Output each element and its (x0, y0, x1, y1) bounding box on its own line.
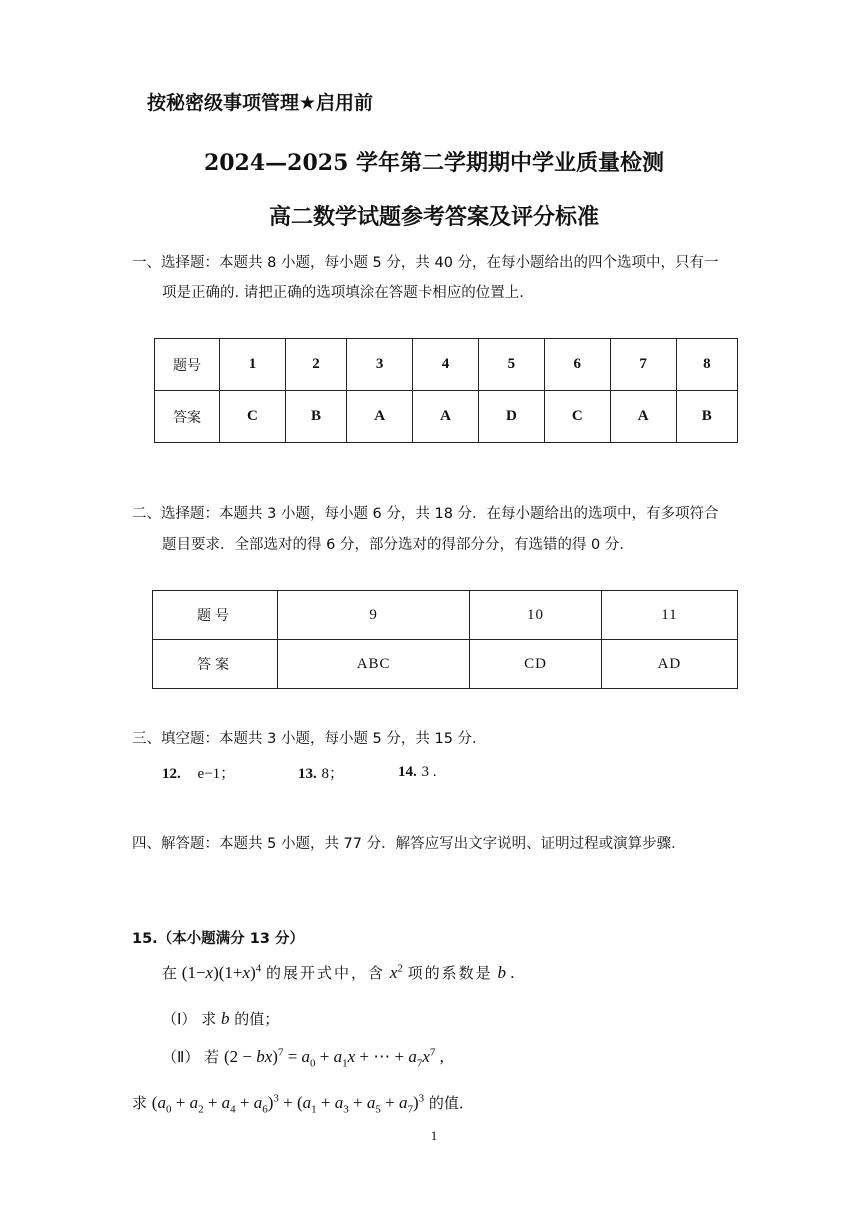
row-label: 答案 (155, 391, 220, 443)
variable-b: b (497, 963, 506, 982)
document-subtitle: 高二数学试题参考答案及评分标准 (268, 204, 599, 230)
table-row (153, 640, 738, 689)
ask-text: 的值． (428, 1094, 474, 1112)
answer-text: 8； (321, 766, 345, 782)
document-title: 2024—2025 学年第二学期期中学业质量检测 (203, 150, 665, 176)
answer-cell: D (478, 391, 544, 443)
answer-cell: A (610, 391, 676, 443)
question-number: 3 (347, 339, 413, 391)
answer-cell: C (544, 391, 610, 443)
question-15-stem: 在 $(1-x)(1+x)^4$ 的展开式中，含 $x^2$ 项的系数是 b . (162, 962, 515, 982)
part-label: （Ⅱ） (162, 1048, 200, 1066)
section2-instructions: 二、选择题：本题共 3 小题，每小题 6 分，共 18 分．在每小题给出的选项中，有多项符合 (132, 506, 719, 522)
part-text: 若 (204, 1048, 220, 1066)
fill-answer-12 (162, 762, 235, 783)
formula: $x^2$ (389, 962, 403, 982)
section1-instructions-cont: 项是正确的. 请把正确的选项填涂在答题卡相应的位置上. (162, 285, 524, 301)
question-number: 9 (278, 591, 470, 640)
answer-cell: CD (470, 640, 602, 689)
part-text: 的值； (234, 1010, 280, 1028)
question-number: 4 (413, 339, 479, 391)
formula: $(a_0 + a_2 + a_4 + a_6)^3 + (a_1 + a_3 + a_5 + a_7)^3$ (151, 1092, 425, 1116)
answer-cell: A (347, 391, 413, 443)
row-label: 题号 (153, 591, 278, 640)
question-15-part1 (162, 1008, 279, 1029)
table-row (153, 591, 738, 640)
fill-answer-14 (398, 762, 437, 781)
table-row (155, 391, 738, 443)
answer-table-single-choice (154, 338, 738, 443)
question-number: 8 (676, 339, 737, 391)
answer-cell: AD (601, 640, 737, 689)
answer-cell: ABC (278, 640, 470, 689)
question-number: 1 (220, 339, 286, 391)
question-15-ask (132, 1092, 474, 1115)
answer-text: e−1； (197, 766, 236, 782)
section1-instructions: 一、选择题：本题共 8 小题，每小题 5 分，共 40 分，在每小题给出的四个选项中，只有一 (132, 255, 719, 271)
section3-instructions: 三、填空题：本题共 3 小题，每小题 5 分，共 15 分． (132, 731, 487, 747)
answer-cell: C (220, 391, 286, 443)
answer-table-multi-choice (152, 590, 738, 689)
table-row (155, 339, 738, 391)
question-number: 6 (544, 339, 610, 391)
page-number: 1 (430, 1128, 438, 1143)
fill-answer-13 (298, 762, 344, 783)
stem-text: 在 (162, 964, 178, 982)
answer-cell: B (676, 391, 737, 443)
question-15-part2 (162, 1046, 444, 1069)
section2-instructions-cont: 题目要求．全部选对的得 6 分，部分选对的得部分分，有选错的得 0 分． (162, 537, 634, 553)
confidentiality-label: 按秘密级事项管理★启用前 (147, 92, 374, 114)
section4-instructions: 四、解答题：本题共 5 小题，共 77 分．解答应写出文字说明、证明过程或演算步骤． (132, 836, 686, 852)
question-number: 13. (298, 766, 317, 782)
formula: $(2 - bx)^7 = a_0 + a_1x$ + ⋯ + $a_7x^7$ , (223, 1046, 444, 1070)
ask-text: 求 (132, 1094, 148, 1112)
row-label: 题号 (155, 339, 220, 391)
variable-b: b (221, 1009, 230, 1028)
question-number: 11 (601, 591, 737, 640)
question-number: 12. (162, 766, 181, 782)
stem-text: 的展开式中，含 (266, 964, 386, 982)
question-number: 7 (610, 339, 676, 391)
part-text: 求 (201, 1010, 217, 1028)
question-15-heading: 15.（本小题满分 13 分） (132, 931, 304, 947)
answer-cell: A (413, 391, 479, 443)
row-label: 答案 (153, 640, 278, 689)
formula: $(1-x)(1+x)^4$ (181, 962, 262, 982)
part-label: （Ⅰ） (162, 1010, 197, 1028)
stem-text: 项的系数是 (407, 964, 493, 982)
question-number: 10 (470, 591, 602, 640)
question-number: 14. (398, 764, 417, 780)
question-number: 2 (285, 339, 346, 391)
answer-cell: B (285, 391, 346, 443)
question-number: 5 (478, 339, 544, 391)
answer-text: 3 . (421, 764, 437, 780)
